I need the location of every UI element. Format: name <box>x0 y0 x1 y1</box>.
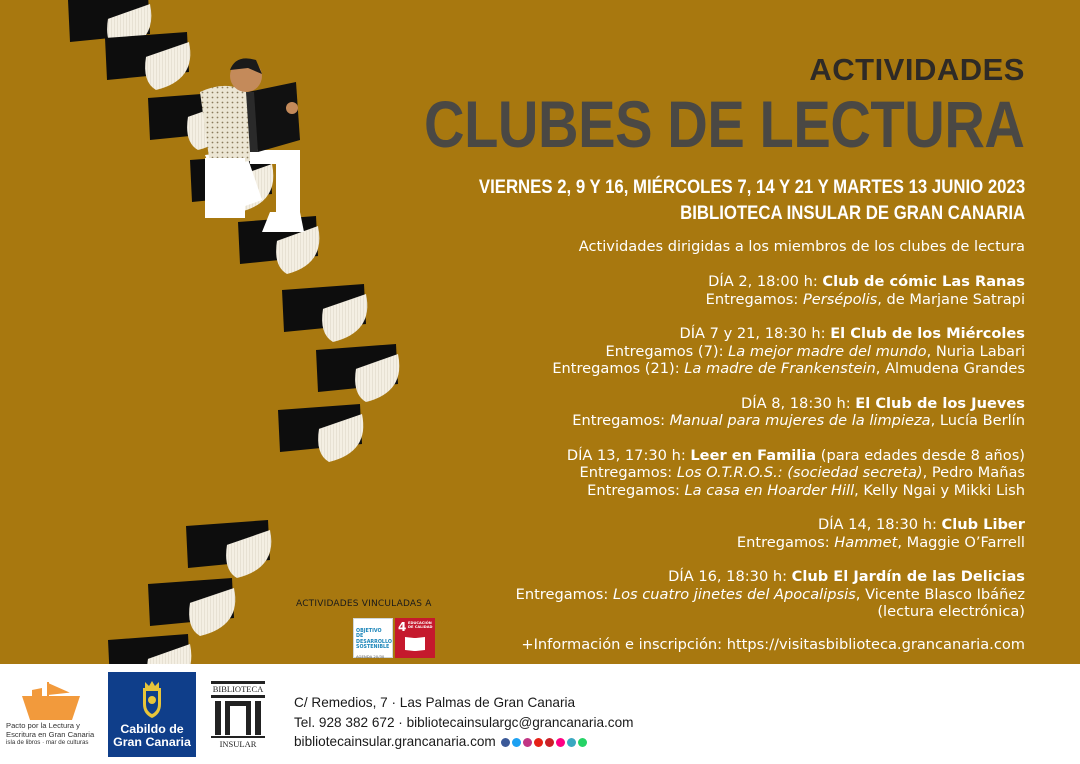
event-when: DÍA 2, 18:00 h: <box>708 273 823 290</box>
website-link[interactable]: bibliotecainsular.grancanaria.com <box>294 734 496 749</box>
event-extra: (lectura electrónica) <box>877 603 1025 620</box>
contact-block <box>294 693 634 752</box>
event-delivery: Entregamos (21): La madre de Frankenstein, Almudena Grandes <box>552 360 1025 377</box>
event-item <box>465 568 1025 621</box>
facebook-icon[interactable] <box>501 738 510 747</box>
event-heading <box>465 325 1025 343</box>
ods-logo <box>353 618 393 658</box>
ods4-text: EDUCACIÓN DE CALIDAD <box>408 621 433 629</box>
event-heading <box>465 568 1025 586</box>
event-when: DÍA 13, 17:30 h: <box>566 446 691 464</box>
instagram-icon[interactable] <box>523 738 532 747</box>
event-club: Club de cómic Las Ranas <box>822 273 1025 290</box>
event-club: Leer en Familia <box>690 446 817 464</box>
pacto-line3: isla de libros · mar de culturas <box>6 739 89 746</box>
event-delivery: Entregamos (7): La mejor madre del mundo, Nuria Labari <box>605 342 1025 360</box>
event-club: El Club de los Miércoles <box>830 325 1025 342</box>
event-heading <box>465 447 1025 465</box>
cabildo-line1: Cabildo de <box>120 722 184 736</box>
reading-man-on-books-stair-illustration <box>0 0 470 664</box>
biblioteca-insular-logo <box>209 679 267 749</box>
pacto-line2: Escritura en Gran Canaria <box>6 729 95 739</box>
ods4-number: 4 <box>398 620 407 634</box>
whatsapp-icon[interactable] <box>578 738 587 747</box>
event-item <box>465 516 1025 551</box>
cabildo-gran-canaria-logo <box>108 672 196 757</box>
event-heading <box>465 273 1025 291</box>
book-boat-icon <box>18 680 88 722</box>
coat-of-arms-icon <box>137 680 167 720</box>
social-icons <box>501 738 587 747</box>
event-delivery: Entregamos: Hammet, Maggie O’Farrell <box>736 533 1025 551</box>
event-when: DÍA 16, 18:30 h: <box>668 568 792 585</box>
pinterest-icon[interactable] <box>545 738 554 747</box>
event-when: DÍA 7 y 21, 18:30 h: <box>679 325 831 342</box>
ods-4-education-badge <box>395 618 435 658</box>
linked-activities-label: ACTIVIDADES VINCULADAS A <box>296 599 432 609</box>
book-step <box>316 344 399 402</box>
biblio-bottom-text: INSULAR <box>219 739 257 749</box>
website-line <box>294 732 634 752</box>
book-step <box>108 634 191 664</box>
kicker-label: ACTIVIDADES <box>809 52 1025 87</box>
event-delivery: Entregamos: Los O.T.R.O.S.: (sociedad secreta), Pedro Mañas <box>579 464 1025 481</box>
event-item <box>465 273 1025 308</box>
event-when: DÍA 14, 18:30 h: <box>818 516 942 533</box>
ods-title: OBJETIVO DE DESARROLLO SOSTENIBLE <box>356 629 392 651</box>
dates-venue <box>479 174 1025 226</box>
venue-line: BIBLIOTECA INSULAR DE GRAN CANARIA <box>679 202 1025 224</box>
book-step <box>282 284 367 342</box>
event-item <box>465 325 1025 378</box>
ods-sub: AGENDA 20/30 <box>356 653 385 659</box>
blog-icon[interactable] <box>567 738 576 747</box>
pacto-lectura-logo <box>4 680 100 760</box>
book-step <box>278 404 363 462</box>
event-club: Club El Jardín de las Delicias <box>791 568 1025 585</box>
event-delivery: Entregamos: La casa en Hoarder Hill, Kelly Ngai y Mikki Lish <box>587 481 1025 499</box>
info-link[interactable]: +Información e inscripción: https://visitasbiblioteca.grancanaria.com <box>521 636 1025 653</box>
book-step <box>186 520 271 578</box>
event-item <box>465 447 1025 500</box>
twitter-icon[interactable] <box>512 738 521 747</box>
dates-line: VIERNES 2, 9 Y 16, MIÉRCOLES 7, 14 Y 21 Y MARTES 13 JUNIO 2023 <box>478 176 1025 198</box>
event-club: El Club de los Jueves <box>855 394 1025 412</box>
event-delivery: Entregamos: Persépolis, de Marjane Satrapi <box>705 290 1025 308</box>
event-club: Club Liber <box>941 516 1025 533</box>
event-delivery: Entregamos: Los cuatro jinetes del Apocalipsis, Vicente Blasco Ibáñez <box>515 585 1025 603</box>
open-book-icon <box>404 635 426 652</box>
event-note: (para edades desde 8 años) <box>816 446 1025 464</box>
youtube-icon[interactable] <box>534 738 543 747</box>
event-heading <box>465 395 1025 413</box>
event-delivery: Entregamos: Manual para mujeres de la limpieza, Lucía Berlín <box>572 412 1025 429</box>
event-heading <box>465 516 1025 534</box>
event-item <box>465 395 1025 430</box>
event-when: DÍA 8, 18:30 h: <box>741 394 856 412</box>
events-list <box>465 273 1025 638</box>
page-title: CLUBES DE LECTURA <box>424 87 1025 161</box>
intro-text: Actividades dirigidas a los miembros de los clubes de lectura <box>578 238 1025 255</box>
flickr-icon[interactable] <box>556 738 565 747</box>
biblio-top-text: BIBLIOTECA <box>212 684 264 694</box>
book-step <box>148 578 235 636</box>
address-line: C/ Remedios, 7 · Las Palmas de Gran Canaria <box>294 695 576 710</box>
book-step <box>105 32 190 90</box>
contact-line[interactable]: Tel. 928 382 672 · bibliotecainsulargc@grancanaria.com <box>294 714 634 730</box>
pacto-line1: Pacto por la Lectura y <box>6 721 80 730</box>
cabildo-line2: Gran Canaria <box>113 734 191 749</box>
